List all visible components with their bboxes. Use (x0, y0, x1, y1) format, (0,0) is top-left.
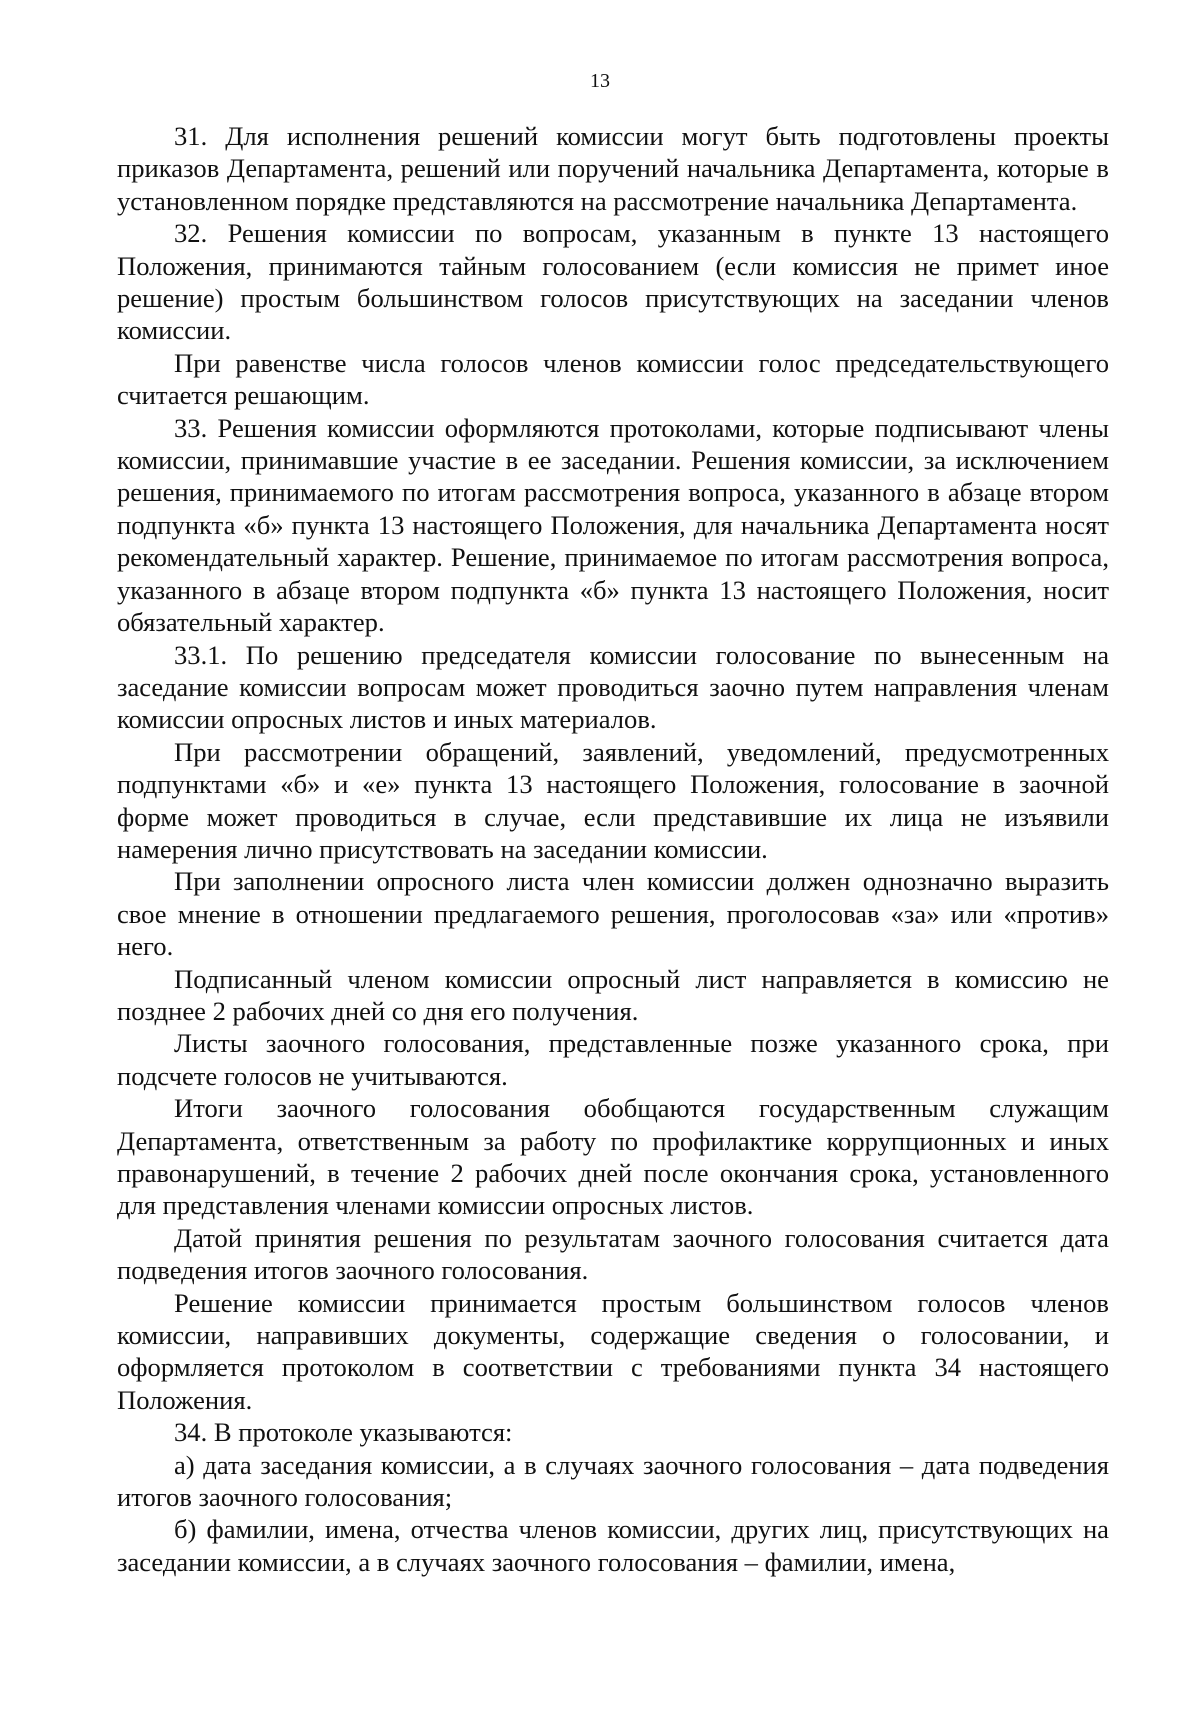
paragraph-33-1-late-sheets: Листы заочного голосования, представленные позже указанного срока, при подсчете голосов не учитываются. (117, 1028, 1109, 1091)
paragraph-33-1-questionnaire: При заполнении опросного листа член комиссии должен однозначно выразить свое мнение в отношении предлагаемого решения, проголосовав «за» или «против» него. (117, 866, 1109, 962)
paragraph-31: 31. Для исполнения решений комиссии могут быть подготовлены проекты приказов Департамента, решений или поручений начальника Департамента, которые в установленном порядке представляются на рассмотрение начальника Департамента. (117, 121, 1109, 216)
paragraph-34: 34. В протоколе указываются: (174, 1417, 513, 1448)
paragraph-33: 33. Решения комиссии оформляются протоколами, которые подписывают члены комиссии, принимавшие участие в ее заседании. Решения комиссии, за исключением решения, принимаемого по итогам рассмотрения вопроса, указанного в абзаце втором подпункта «б» пункта 13 настоящего Положения, для начальника Департамента носят рекомендательный характер. Решение, принимаемое по итогам рассмотрения вопроса, указанного в абзаце втором подпункта «б» пункта 13 настоящего Положения, носит обязательный характер. (117, 412, 1109, 638)
paragraph-32-tie-vote: При равенстве числа голосов членов комиссии голос председательствующего считается решающим. (117, 347, 1109, 411)
paragraph-33-1-deadline: Подписанный членом комиссии опросный лист направляется в комиссию не позднее 2 рабочих дней со дня его получения. (117, 963, 1109, 1026)
paragraph-33-1-results: Итоги заочного голосования обобщаются государственным служащим Департамента, ответственным за работу по профилактике коррупционных и иных правонарушений, в течение 2 рабочих дней после окончания срока, установленного для представления членами комиссии опросных листов. (117, 1093, 1109, 1221)
paragraph-33-1-decision-date: Датой принятия решения по результатам заочного голосования считается дата подведения итогов заочного голосования. (117, 1222, 1109, 1286)
paragraph-34-a: а) дата заседания комиссии, а в случаях заочного голосования – дата подведения итогов заочного голосования; (117, 1449, 1109, 1513)
paragraph-33-1-decision: Решение комиссии принимается простым большинством голосов членов комиссии, направивших документы, содержащие сведения о голосовании, и оформляется протоколом в соответствии с требованиями пункта 34 настоящего Положения. (117, 1287, 1109, 1415)
paragraph-34-b: б) фамилии, имена, отчества членов комиссии, других лиц, присутствующих на заседании комиссии, а в случаях заочного голосования – фамилии, имена, (117, 1514, 1109, 1577)
document-body (117, 120, 1109, 1578)
paragraph-32: 32. Решения комиссии по вопросам, указанным в пункте 13 настоящего Положения, принимаются тайным голосованием (если комиссия не примет иное решение) простым большинством голосов присутствующих на заседании членов комиссии. (117, 218, 1109, 346)
paragraph-33-1-absentee-form: При рассмотрении обращений, заявлений, уведомлений, предусмотренных подпунктами «б» и «е» пункта 13 настоящего Положения, голосование в заочной форме может проводиться в случае, если представившие их лица не изъявили намерения лично присутствовать на заседании комиссии. (117, 736, 1109, 864)
paragraph-33-1: 33.1. По решению председателя комиссии голосование по вынесенным на заседание комиссии вопросам может проводиться заочно путем направления членам комиссии опросных листов и иных материалов. (117, 639, 1109, 735)
page-number: 13 (590, 70, 610, 92)
